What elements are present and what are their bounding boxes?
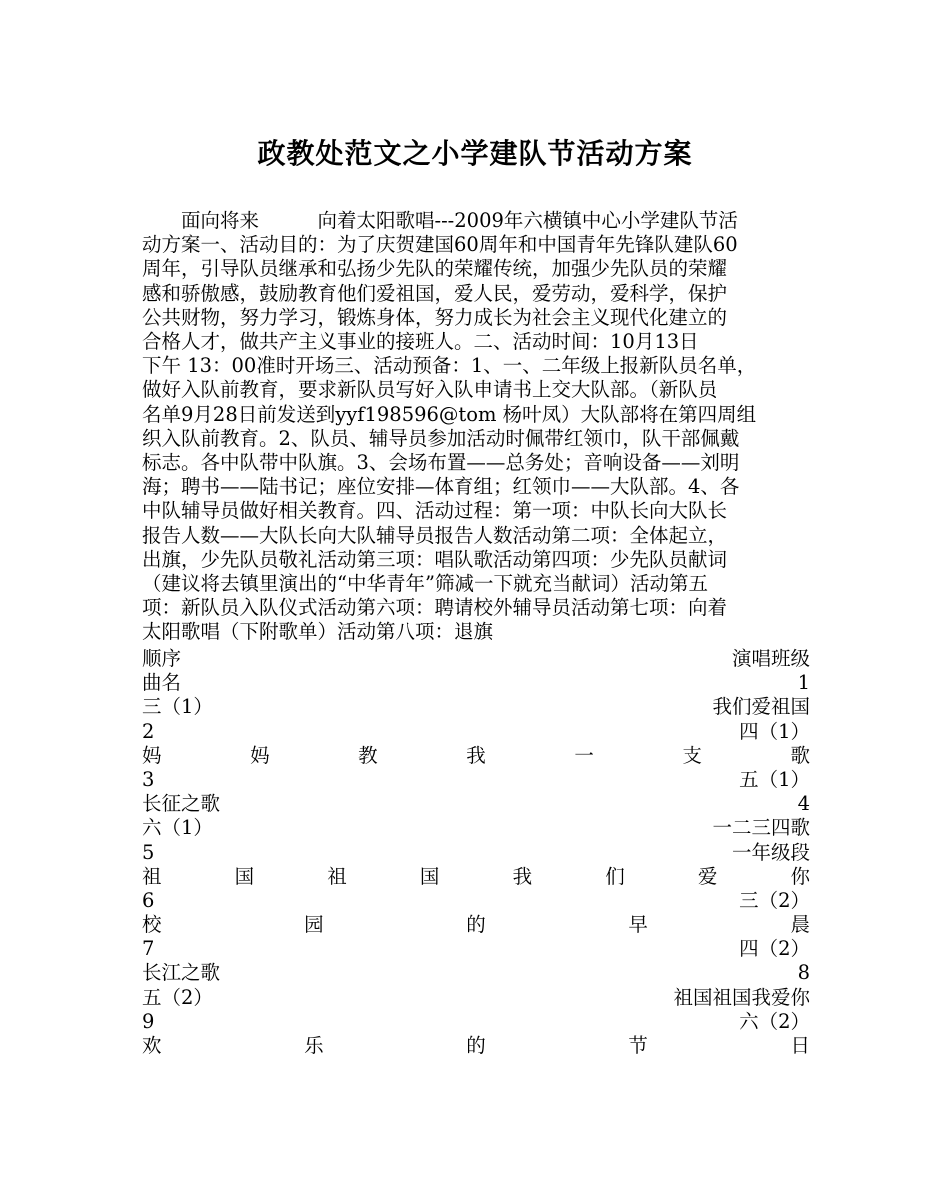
document-body <box>142 209 810 645</box>
table-cell-char: 你 <box>790 864 810 888</box>
table-cell-char: 校 <box>142 913 162 937</box>
table-cell-char: 爱 <box>697 864 718 888</box>
table-cell-right: 8 <box>797 961 810 985</box>
body-line: 感和骄傲感，鼓励教育他们爱祖国，爱人民，爱劳动，爱科学，保护 <box>142 281 728 305</box>
table-cell-right: 六（2） <box>739 1009 810 1033</box>
body-line: （建议将去镇里演出的“中华青年”筛减一下就充当献词）活动第五 <box>142 572 708 596</box>
table-cell-char: 乐 <box>304 1034 324 1057</box>
body-line: 中队辅导员做好相关教育。四、活动过程：第一项：中队长向大队长 <box>142 499 728 523</box>
table-cell-char: 们 <box>605 864 625 888</box>
table-row <box>142 986 810 1010</box>
table-row <box>142 913 810 937</box>
table-cell-left: 五（2） <box>142 985 213 1009</box>
table-cell-char: 妈 <box>250 743 270 767</box>
table-row <box>142 841 810 865</box>
table-cell-left: 曲名 <box>142 671 182 695</box>
body-line: 太阳歌唱（下附歌单）活动第八项：退旗 <box>142 620 494 644</box>
table-row <box>142 671 810 695</box>
table-cell-char: 的 <box>466 1034 486 1057</box>
table-cell-right: 我们爱祖国 <box>712 695 810 719</box>
song-list-table <box>142 647 810 1058</box>
table-cell-char: 我 <box>512 864 533 888</box>
table-cell-left: 顺序 <box>142 647 182 670</box>
table-row <box>142 768 810 792</box>
table-cell-right: 一年级段 <box>731 840 810 864</box>
table-cell-char: 我 <box>466 743 486 767</box>
table-cell-left: 5 <box>142 840 155 864</box>
body-line: 项：新队员入队仪式活动第六项：聘请校外辅导员活动第七项：向着 <box>142 596 728 620</box>
table-row <box>142 647 810 671</box>
table-cell-right: 四（1） <box>739 719 810 743</box>
table-row <box>142 695 810 719</box>
table-cell-char: 日 <box>790 1034 810 1057</box>
table-cell-left: 三（1） <box>142 695 213 719</box>
body-line: 海；聘书——陆书记；座位安排—体育组；红领巾——大队部。4、各 <box>142 475 740 499</box>
body-line: 名单9月28日前发送到yyf198596@tom 杨叶凤）大队部将在第四周组 <box>142 402 757 426</box>
body-line: 织入队前教育。2、队员、辅导员参加活动时佩带红领巾，队干部佩戴 <box>142 426 740 450</box>
table-cell-left: 9 <box>142 1009 155 1033</box>
table-cell-char: 妈 <box>142 743 162 767</box>
table-cell-right: 4 <box>797 792 810 816</box>
table-cell-right: 演唱班级 <box>731 647 810 670</box>
document-title: 政教处范文之小学建队节活动方案 <box>257 137 693 170</box>
body-line: 面向将来 向着太阳歌唱---2009年六横镇中心小学建队节活 <box>142 209 738 232</box>
table-cell-char: 歌 <box>790 743 810 767</box>
table-cell-char: 节 <box>628 1034 648 1057</box>
table-cell-left: 7 <box>142 937 155 961</box>
table-cell-char: 国 <box>419 864 440 888</box>
body-line: 做好入队前教育，要求新队员写好入队申请书上交大队部。（新队员 <box>142 378 718 402</box>
table-row <box>142 889 810 913</box>
table-cell-char: 早 <box>628 913 648 937</box>
table-row <box>142 792 810 816</box>
table-row <box>142 1010 810 1034</box>
table-cell-right: 五（1） <box>739 767 810 791</box>
table-row <box>142 865 810 889</box>
table-cell-char: 国 <box>234 864 255 888</box>
table-cell-char: 一 <box>574 743 594 767</box>
table-cell-left: 长江之歌 <box>142 961 221 985</box>
table-row <box>142 1034 810 1058</box>
body-line: 下午 13：00准时开场三、活动预备：1、一、二年级上报新队员名单， <box>142 354 757 378</box>
table-cell-char: 祖 <box>327 864 347 888</box>
table-row <box>142 816 810 840</box>
table-cell-char: 晨 <box>790 913 810 937</box>
body-line: 周年，引导队员继承和弘扬少先队的荣耀传统，加强少先队员的荣耀 <box>142 257 728 281</box>
table-cell-char: 欢 <box>142 1034 162 1057</box>
body-line: 动方案一、活动目的：为了庆贺建国60周年和中国青年先锋队建队60 <box>142 233 738 257</box>
table-cell-left: 长征之歌 <box>142 792 221 816</box>
table-row <box>142 720 810 744</box>
table-cell-left: 6 <box>142 888 155 912</box>
table-cell-left: 六（1） <box>142 816 213 840</box>
body-line: 公共财物，努力学习，锻炼身体，努力成长为社会主义现代化建立的 <box>142 305 728 329</box>
table-cell-char: 祖 <box>142 864 162 888</box>
body-line: 合格人才，做共产主义事业的接班人。二、活动时间：10月13日 <box>142 330 699 354</box>
table-row <box>142 961 810 985</box>
table-cell-char: 园 <box>304 913 324 937</box>
table-cell-right: 四（2） <box>739 937 810 961</box>
table-cell-left: 3 <box>142 767 155 791</box>
table-cell-char: 教 <box>358 743 378 767</box>
table-cell-right: 三（2） <box>739 888 810 912</box>
table-cell-char: 支 <box>682 743 702 767</box>
body-line: 标志。各中队带中队旗。3、会场布置——总务处；音响设备——刘明 <box>142 451 740 475</box>
table-cell-left: 2 <box>142 719 155 743</box>
table-cell-right: 祖国祖国我爱你 <box>673 985 810 1009</box>
table-row <box>142 744 810 768</box>
table-cell-right: 一二三四歌 <box>712 816 810 840</box>
table-row <box>142 937 810 961</box>
table-cell-char: 的 <box>466 913 486 937</box>
body-line: 报告人数——大队长向大队辅导员报告人数活动第二项：全体起立， <box>142 523 728 547</box>
body-line: 出旗，少先队员敬礼活动第三项：唱队歌活动第四项：少先队员献词 <box>142 547 728 571</box>
table-cell-right: 1 <box>797 671 810 695</box>
